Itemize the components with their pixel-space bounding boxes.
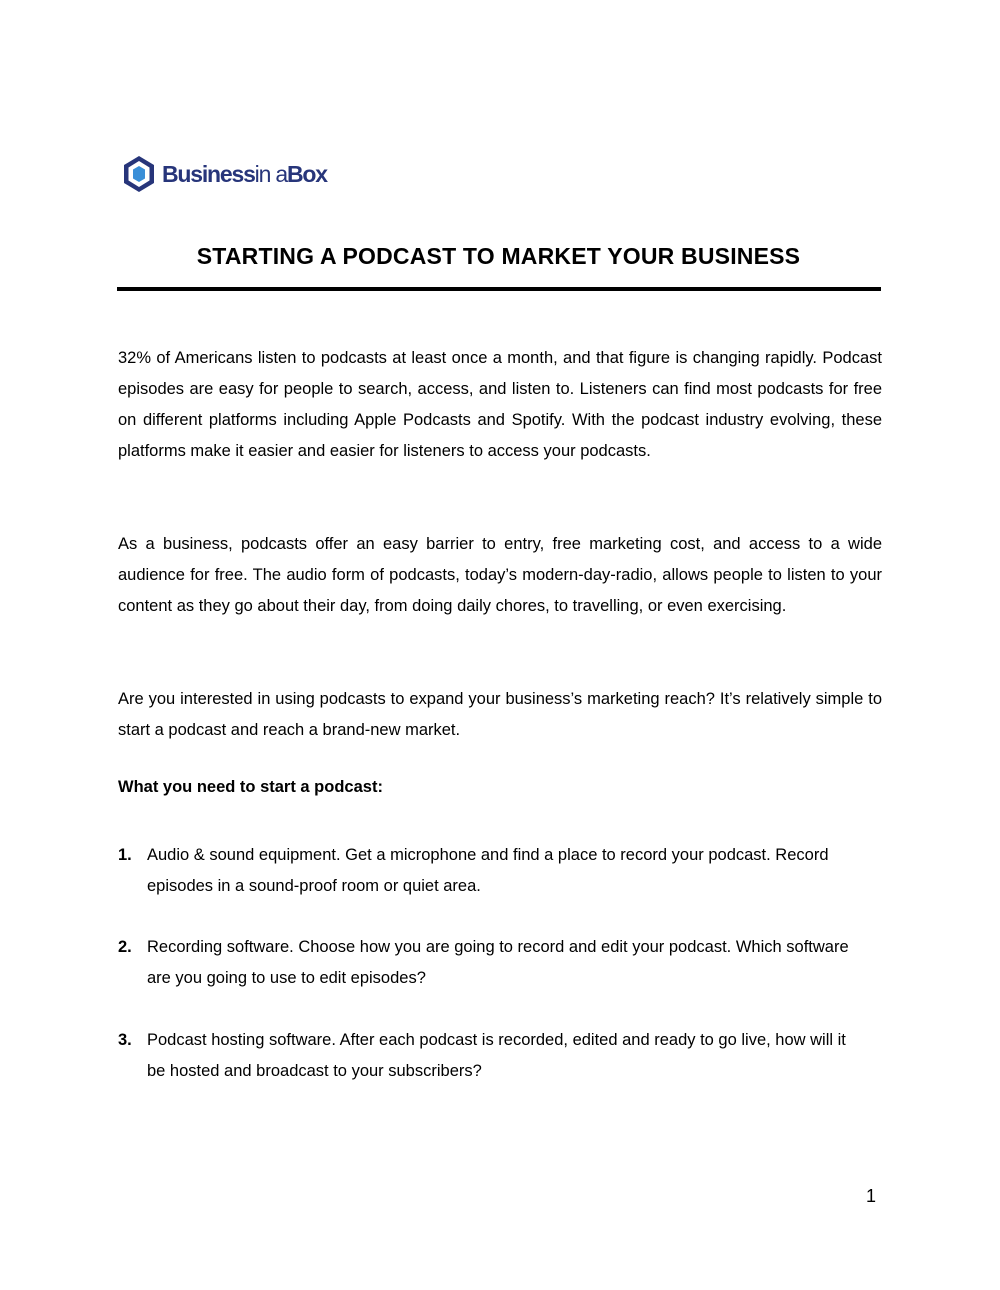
list-subheading: What you need to start a podcast: [118,778,383,796]
logo-wordmark [162,161,327,188]
document-title: STARTING A PODCAST TO MARKET YOUR BUSINESS [196,243,801,269]
list-number: 2. [118,938,132,956]
list-item-text: Podcast hosting software. After each podcast is recorded, edited and ready to go live, how will it be hosted and broadcast to your subscribers? [147,1031,846,1080]
list-item-text: Audio & sound equipment. Get a microphone and find a place to record your podcast. Record episodes in a sound-proof room or quiet area. [147,846,829,895]
list-item-text: Recording software. Choose how you are going to record and edit your podcast. Which software are you going to use to edit episodes? [147,938,849,987]
logo-word-in-a: in a [254,160,287,187]
title-divider [117,287,881,291]
page-number: 1 [866,1186,877,1206]
logo-word-business: Business [162,160,255,187]
interest-paragraph: Are you interested in using podcasts to expand your business’s marketing reach? It’s relatively simple to start a podcast and reach a brand-new market. [118,690,882,739]
business-in-a-box-logo [122,154,327,194]
business-paragraph: As a business, podcasts offer an easy barrier to entry, free marketing cost, and access to a wide audience for free. The audio form of podcasts, today’s modern-day-radio, allows people to listen to your content as they go about their day, from doing daily chores, to travelling, or even exercising. [118,535,882,615]
logo-word-box: Box [286,160,327,187]
list-number: 1. [118,846,132,864]
hexagon-logo-icon [122,155,156,193]
intro-paragraph: 32% of Americans listen to podcasts at least once a month, and that figure is changing rapidly. Podcast episodes are easy for people to search, access, and listen to. Listeners can find most podcasts for free on different platforms including Apple Podcasts and Spotify. With the podcast industry evolving, these platforms make it easier and easier for listeners to access your podcasts. [118,349,882,460]
list-number: 3. [118,1031,132,1049]
